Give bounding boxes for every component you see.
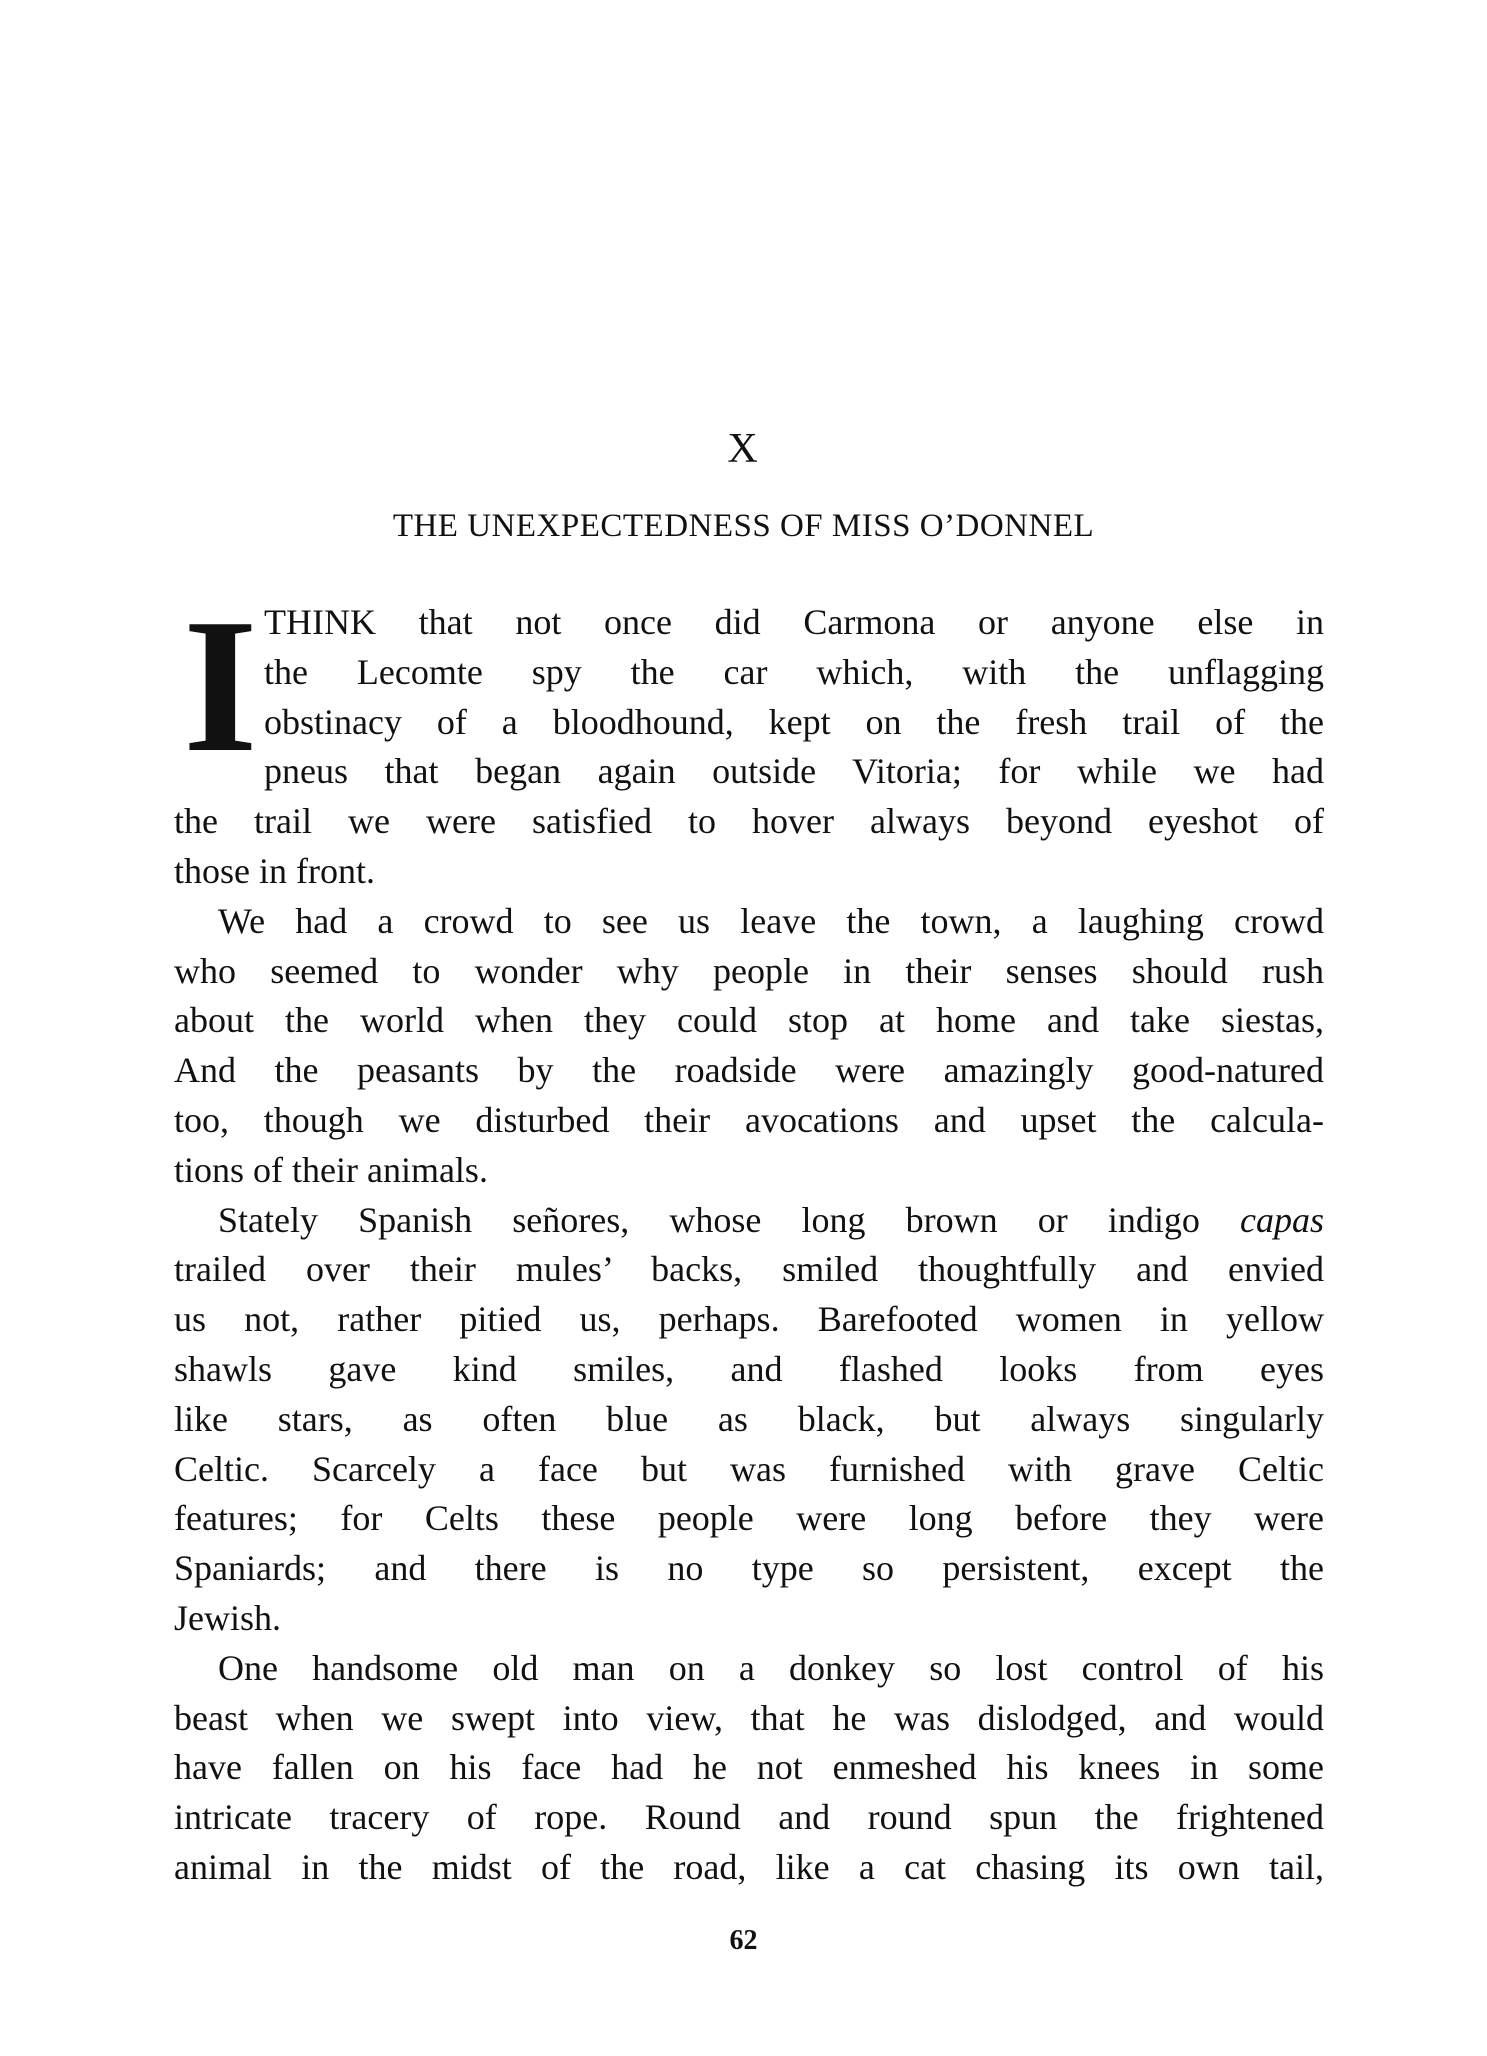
text-line: the Lecomte spy the car which, with the unflagging [264, 651, 1324, 692]
text-line: shawls gave kind smiles, and flashed looks from eyes [174, 1348, 1324, 1389]
text-line: beast when we swept into view, that he was dislodged, and would [174, 1697, 1324, 1738]
text-line: trailed over their mules’ backs, smiled thoughtfully and envied [174, 1249, 1324, 1290]
text-line: like stars, as often blue as black, but always singularly [174, 1398, 1324, 1439]
body-text [174, 579, 1324, 1893]
text-line: us not, rather pitied us, perhaps. Barefooted women in yellow [174, 1299, 1324, 1340]
text-line: intricate tracery of rope. Round and round spun the frightened [174, 1797, 1324, 1838]
text-line-with-italic [174, 1196, 1324, 1246]
text-line: have fallen on his face had he not enmeshed his knees in some [174, 1747, 1324, 1788]
text-line: Jewish. [174, 1597, 281, 1638]
text-line: pneus that began again outside Vitoria; for while we had [264, 751, 1324, 792]
text-line: animal in the midst of the road, like a cat chasing its own tail, [174, 1846, 1324, 1887]
text-line: One handsome old man on a donkey so lost control of his [218, 1647, 1324, 1688]
text-line: about the world when they could stop at home and take siestas, [174, 1000, 1324, 1041]
text-line: tions of their animals. [174, 1149, 488, 1190]
chapter-title: THE UNEXPECTEDNESS OF MISS O’DONNEL [392, 508, 1095, 544]
text-line: THINK that not once did Carmona or anyone else in [264, 602, 1324, 642]
text-line: Celtic. Scarcely a face but was furnished with grave Celtic [174, 1448, 1324, 1489]
text-line: the trail we were satisfied to hover always beyond eyeshot of [174, 801, 1324, 842]
text-line: who seemed to wonder why people in their senses should rush [174, 950, 1324, 991]
text-line: obstinacy of a bloodhound, kept on the fresh trail of the [264, 701, 1324, 742]
page-number: 62 [729, 1925, 758, 1956]
italic-word: capas [1240, 1199, 1324, 1240]
drop-cap-initial: I [183, 579, 258, 792]
text-line: Spaniards; and there is no type so persistent, except the [174, 1548, 1324, 1589]
chapter-number: X [727, 426, 760, 472]
text-segment: Stately Spanish señores, whose long brown or indigo [218, 1199, 1200, 1240]
text-line: those in front. [174, 850, 375, 891]
text-line: We had a crowd to see us leave the town, a laughing crowd [218, 900, 1324, 941]
text-line: And the peasants by the roadside were amazingly good-natured [174, 1050, 1324, 1091]
text-line: features; for Celts these people were long before they were [174, 1498, 1324, 1539]
text-line: too, though we disturbed their avocations and upset the calcula- [174, 1099, 1324, 1140]
